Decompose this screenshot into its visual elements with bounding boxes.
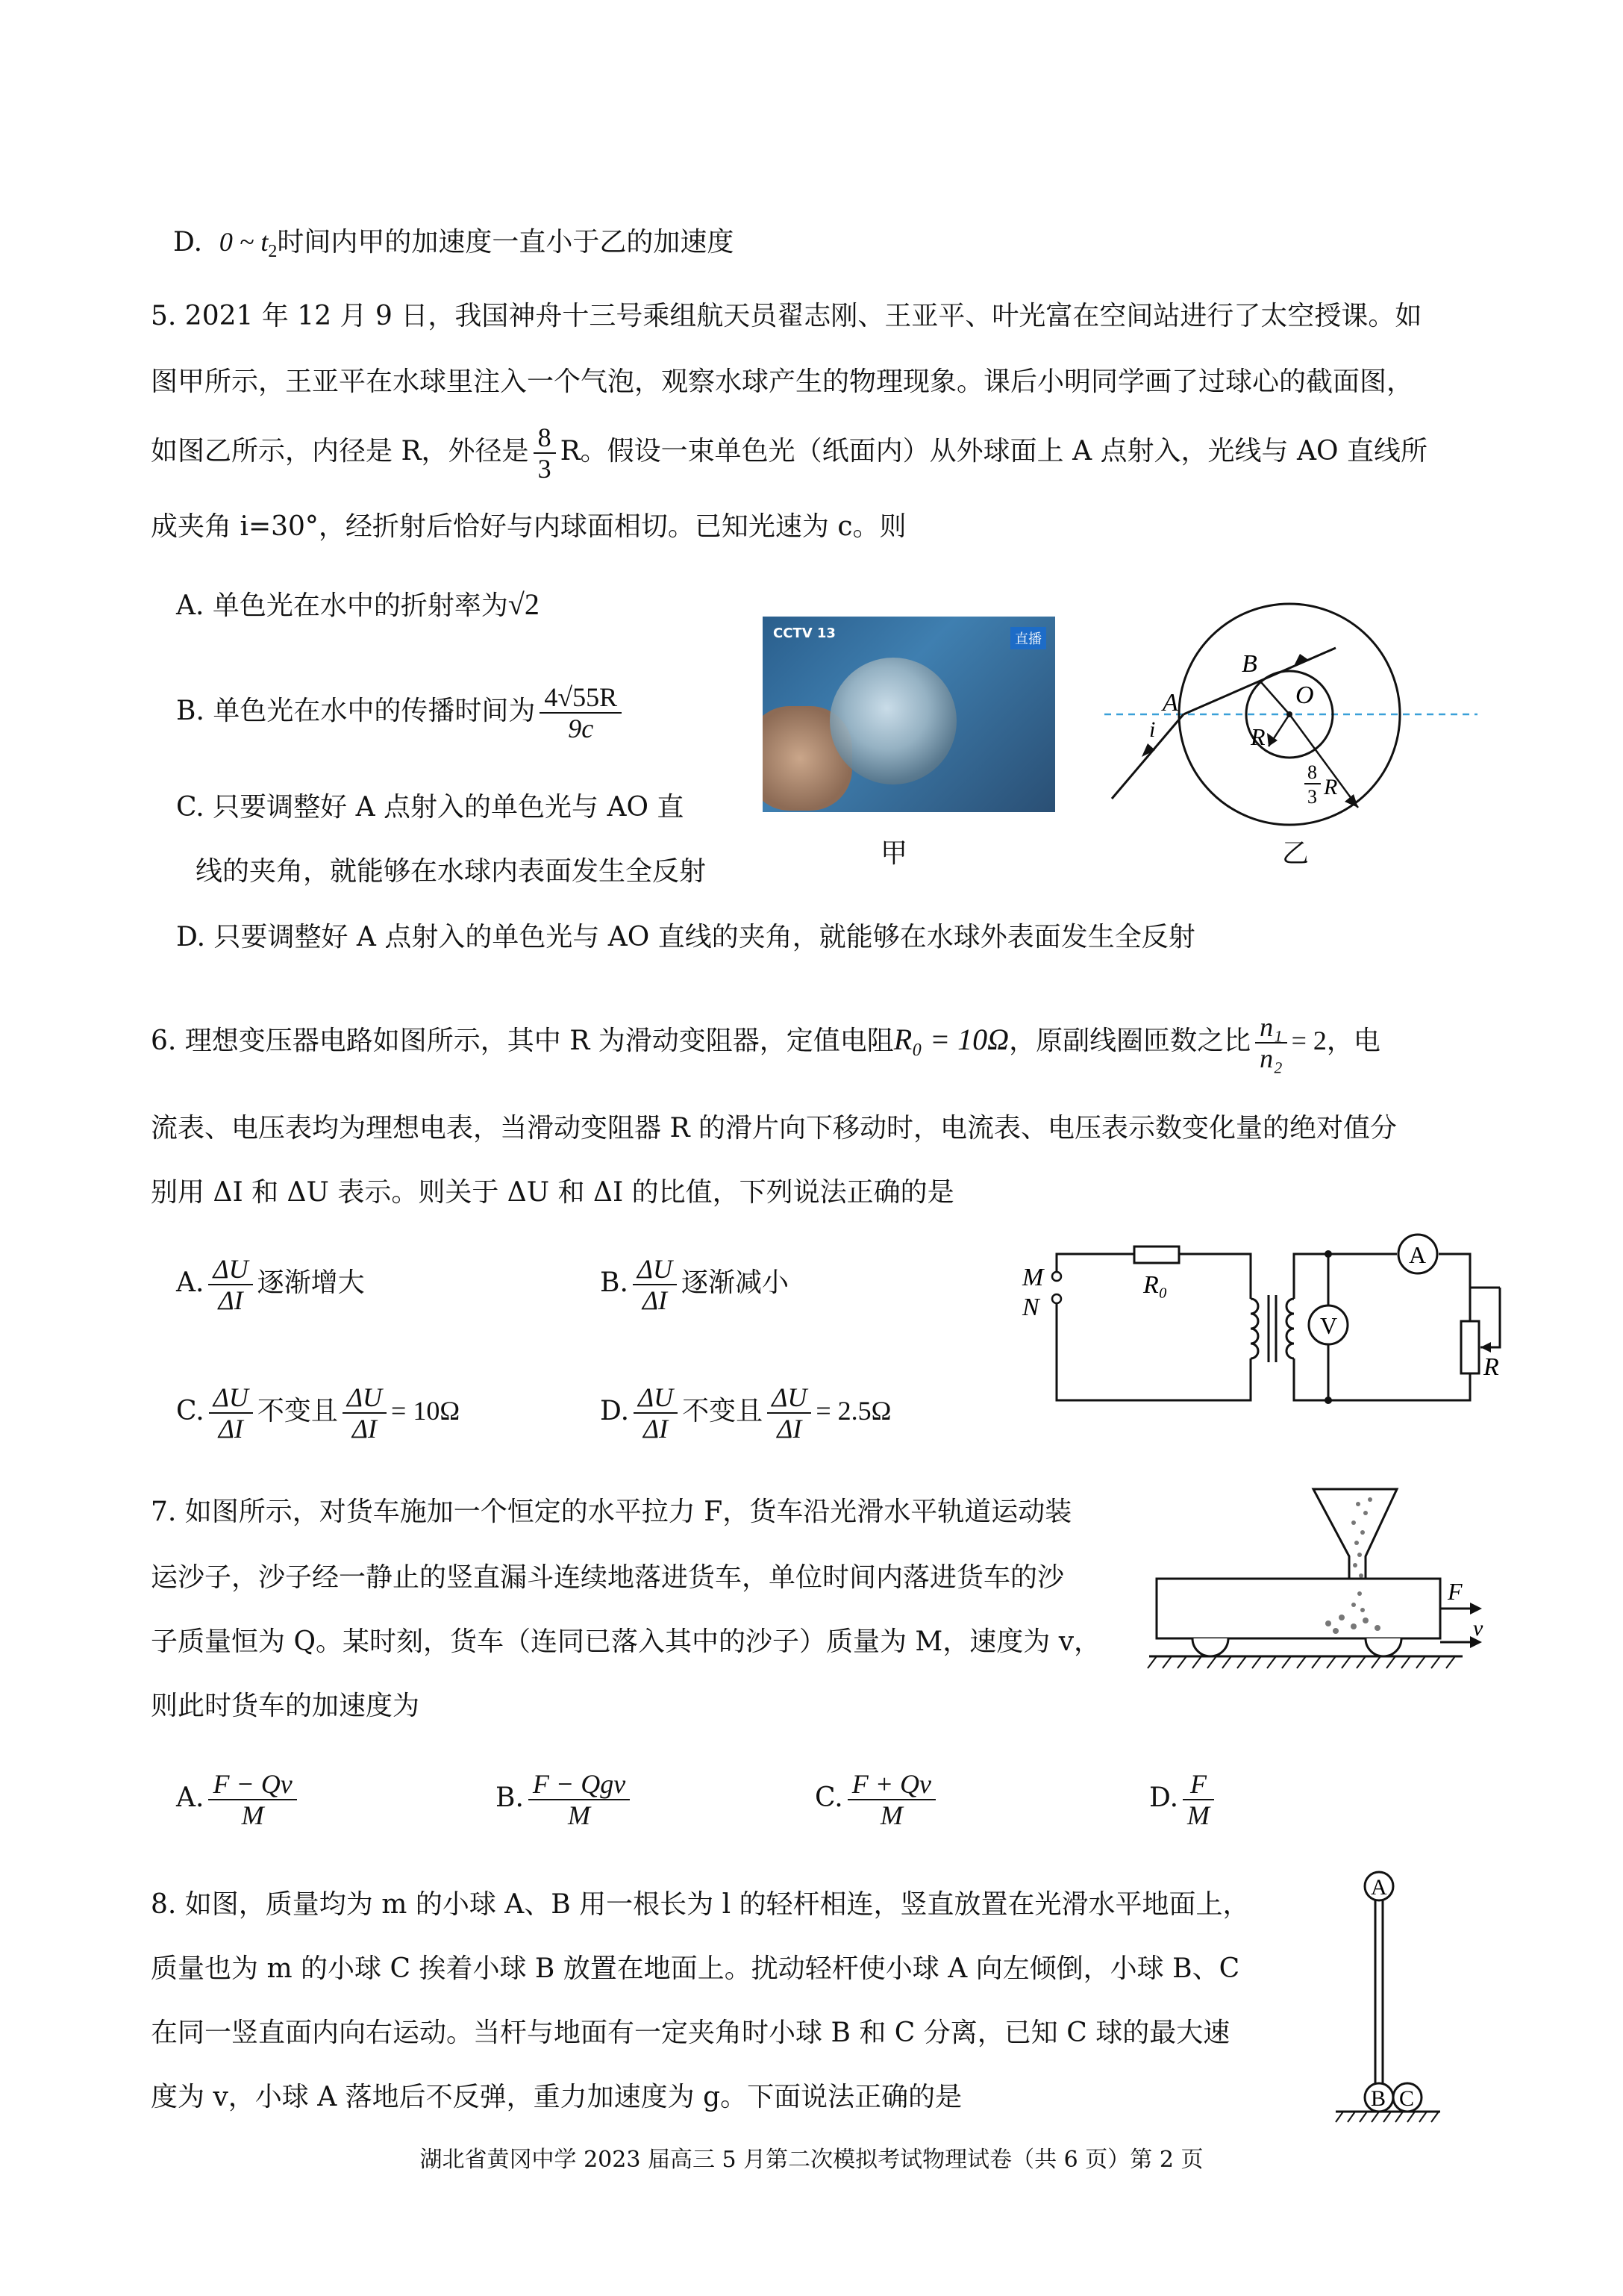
- page-footer: 湖北省黄冈中学 2023 届高三 5 月第二次模拟考试物理试卷（共 6 页）第 2 页: [419, 2147, 1204, 2173]
- q7-option-c: C. $\frac{F + Qv}{M}$: [815, 1769, 940, 1830]
- q7-line-4: 则此时货车的加速度为: [151, 1691, 420, 1721]
- q6-line-2: 流表、电压表均为理想电表，当滑动变阻器 R 的滑片向下移动时，电流表、电压表示数变化量的绝对值分: [151, 1113, 1397, 1144]
- q6-circuit-diagram: [1015, 1232, 1530, 1418]
- q7-option-d: D. $\frac{F}{M}$: [1149, 1769, 1219, 1830]
- label-force: F: [1448, 1578, 1463, 1605]
- q8-line-4: 度为 v，小球 A 落地后不反弹，重力加速度为 g。下面说法正确的是: [151, 2082, 963, 2112]
- q5-line-1: 5. 2021 年 12 月 9 日，我国神舟十三号乘组航天员翟志刚、王亚平、叶光富在空间站进行了太空授课。如: [151, 301, 1422, 331]
- q7-line-3: 子质量恒为 Q。某时刻，货车（连同已落入其中的沙子）质量为 M，速度为 v，: [151, 1626, 1101, 1657]
- q8-line-3: 在同一竖直面内向右运动。当杆与地面有一定夹角时小球 B 和 C 分离，已知 C 球的最大速: [151, 2018, 1230, 2048]
- photo-live-badge: 直播: [1010, 627, 1046, 649]
- label-outer-num: 8: [1307, 761, 1317, 783]
- ammeter-label: A: [1409, 1241, 1427, 1268]
- q6-option-d: D. $\frac{\Delta U}{\Delta I}$ 不变且 $\frac{\Delta U}{\Delta I}$ = 2.5Ω: [600, 1382, 892, 1444]
- label-n: N: [1022, 1294, 1039, 1321]
- q6-option-b: B. $\frac{\Delta U}{\Delta I}$ 逐渐减小: [600, 1254, 789, 1315]
- q6-option-a: A. $\frac{\Delta U}{\Delta I}$ 逐渐增大: [176, 1254, 365, 1315]
- ball-c-label: C: [1399, 2086, 1415, 2111]
- label-a: A: [1163, 689, 1178, 717]
- ball-b-label: B: [1371, 2086, 1386, 2111]
- q5-option-b: B. 单色光在水中的传播时间为 $\frac{4√55R}{9c}$: [176, 682, 626, 743]
- q7-line-1: 7. 如图所示，对货车施加一个恒定的水平拉力 F，货车沿光滑水平轨道运动装: [151, 1497, 1072, 1527]
- label-r: R: [1251, 723, 1266, 750]
- figure-yi-diagram: [1097, 597, 1485, 836]
- q5-line-3: 如图乙所示，内径是 R，外径是 $\frac{8}{3}$ R。假设一束单色光（纸面内）从外球面上 A 点射入，光线与 AO 直线所: [151, 422, 1427, 484]
- label-m: M: [1022, 1264, 1044, 1291]
- label-b: B: [1242, 650, 1257, 678]
- q5-option-d: D. 只要调整好 A 点射入的单色光与 AO 直线的夹角，就能够在水球外表面发生全反射: [176, 922, 1195, 952]
- q7-option-a: A. $\frac{F - Qv}{M}$: [176, 1769, 301, 1830]
- q6-option-c: C. $\frac{\Delta U}{\Delta I}$ 不变且 $\frac{\Delta U}{\Delta I}$ = 10Ω: [176, 1382, 460, 1444]
- figure-yi-label: 乙: [1282, 838, 1310, 869]
- q5-option-a: A. 单色光在水中的折射率为√2: [176, 587, 540, 621]
- q4-option-d: D. 0 ~ $t_2$时间内甲的加速度一直小于乙的加速度: [173, 227, 734, 262]
- q5-option-c-line-2: 线的夹角，就能够在水球内表面发生全反射: [196, 856, 707, 887]
- label-r0: R₀: [1143, 1271, 1168, 1299]
- figure-jia-label: 甲: [881, 838, 908, 869]
- figure-jia-photo: [763, 617, 1055, 812]
- label-o: O: [1295, 681, 1314, 709]
- water-ball: [830, 658, 957, 784]
- label-outer-r: R: [1324, 775, 1338, 799]
- q7-line-2: 运沙子，沙子经一静止的竖直漏斗连续地落进货车，单位时间内落进货车的沙: [151, 1562, 1065, 1593]
- label-outer-den: 3: [1307, 786, 1317, 808]
- label-r: R: [1483, 1353, 1499, 1381]
- q8-line-1: 8. 如图，质量均为 m 的小球 A、B 用一根长为 l 的轻杆相连，竖直放置在光滑水平地面上，: [151, 1889, 1250, 1920]
- label-i: i: [1149, 717, 1156, 742]
- voltmeter-label: V: [1320, 1312, 1338, 1339]
- q7-truck-diagram: [1142, 1482, 1492, 1676]
- q8-line-2: 质量也为 m 的小球 C 挨着小球 B 放置在地面上。扰动轻杆使小球 A 向左倾倒，小球 B、C: [151, 1953, 1240, 1984]
- q7-option-b: B. $\frac{\text{F − Qgv}}{M}$: [495, 1769, 634, 1830]
- q5-option-c-line-1: C. 只要调整好 A 点射入的单色光与 AO 直: [176, 792, 684, 823]
- ball-a-label: A: [1371, 1875, 1387, 1900]
- q5-line-2: 图甲所示，王亚平在水球里注入一个气泡，观察水球产生的物理现象。课后小明同学画了过球心的截面图，: [151, 366, 1414, 397]
- q6-line-3: 别用 ΔI 和 ΔU 表示。则关于 ΔU 和 ΔI 的比值，下列说法正确的是: [151, 1177, 954, 1208]
- q8-rod-diagram: [1328, 1870, 1448, 2124]
- q6-line-1: 6. 理想变压器电路如图所示，其中 R 为滑动变阻器，定值电阻R₀ = 10Ω，原副线圈匝数之比 $\frac{\text{n₁}}{\text{n₂}}$ = 2，电: [151, 1012, 1380, 1073]
- photo-logo: CCTV 13: [773, 626, 836, 641]
- label-velocity: v: [1473, 1616, 1483, 1641]
- q5-line-4: 成夹角 i=30°，经折射后恰好与内球面相切。已知光速为 c。则: [151, 511, 907, 542]
